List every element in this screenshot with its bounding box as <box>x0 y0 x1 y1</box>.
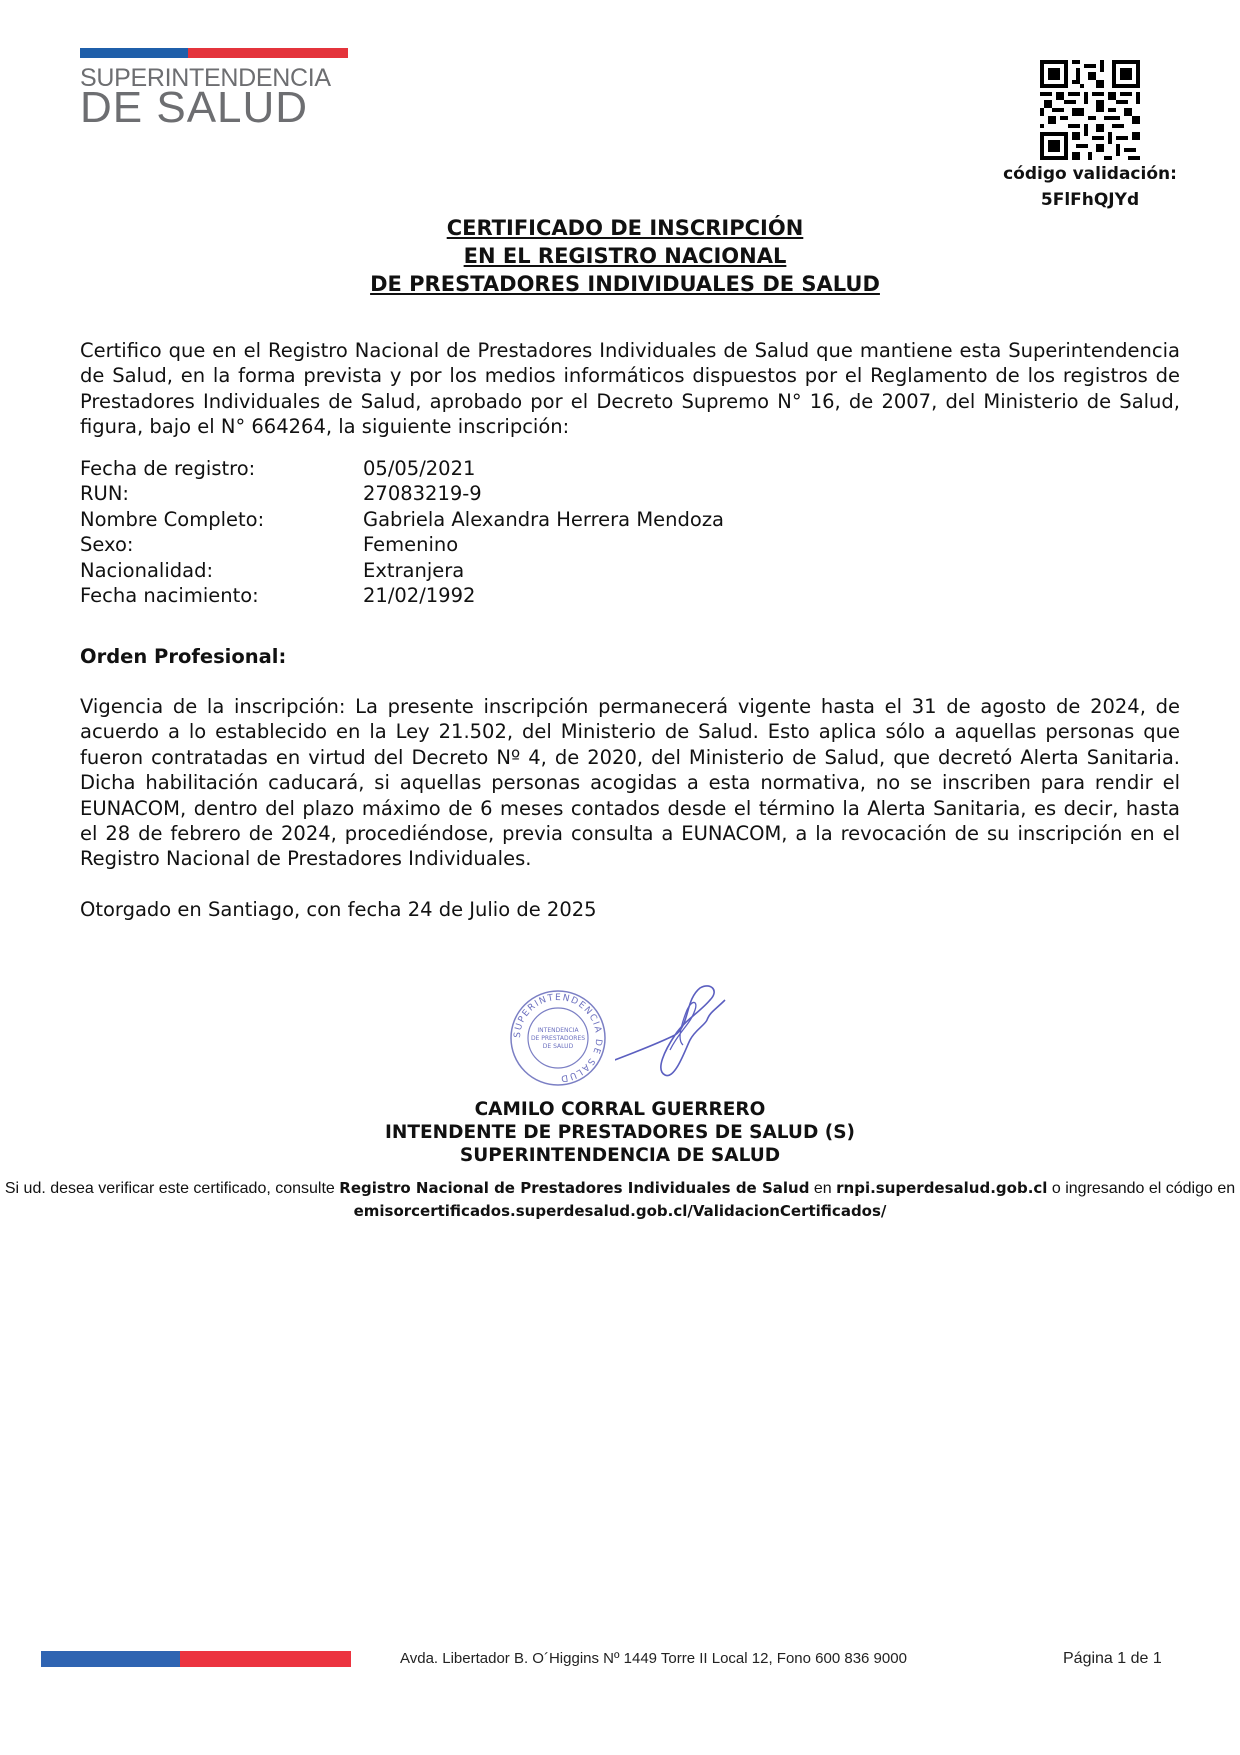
footer-bar-red <box>180 1651 351 1667</box>
svg-text:DE SALUD: DE SALUD <box>542 1043 574 1050</box>
verify-text-3: o ingresando el código en <box>1047 1180 1236 1197</box>
title-line-2: EN EL REGISTRO NACIONAL <box>463 244 787 268</box>
superintendencia-logo <box>80 48 348 132</box>
field-value: Extranjera <box>363 558 465 582</box>
logo-bar-red <box>188 48 348 58</box>
field-value: 27083219-9 <box>363 482 482 506</box>
verify-text-2: en <box>809 1180 837 1197</box>
validation-code-label: código validación: <box>1003 164 1177 184</box>
field-row-sexo <box>80 532 724 557</box>
field-label: Fecha nacimiento: <box>80 584 259 608</box>
field-label: Sexo: <box>80 533 134 557</box>
validation-url-link[interactable]: emisorcertificados.superdesalud.gob.cl/ValidacionCertificados/ <box>353 1202 887 1220</box>
signer-organization: SUPERINTENDENCIA DE SALUD <box>459 1145 781 1166</box>
title-line-1: CERTIFICADO DE INSCRIPCIÓN <box>446 216 804 240</box>
field-row-nacionalidad <box>80 558 724 583</box>
svg-text:INTENDENCIA: INTENDENCIA <box>537 1027 579 1034</box>
qr-code-icon <box>1040 60 1140 160</box>
footer-address: Avda. Libertador B. O´Higgins Nº 1449 Torre II Local 12, Fono 600 836 9000 <box>400 1650 907 1667</box>
signer-role: INTENDENTE DE PRESTADORES DE SALUD (S) <box>385 1122 855 1143</box>
field-row-nombre <box>80 507 724 532</box>
validation-block <box>990 60 1190 212</box>
signer-block <box>0 1098 1240 1167</box>
logo-text-line2: DE SALUD <box>80 83 309 132</box>
field-value: 21/02/1992 <box>363 584 476 608</box>
field-label: RUN: <box>80 482 129 506</box>
verification-note <box>0 1177 1240 1223</box>
intro-paragraph: Certifico que en el Registro Nacional de Prestadores Individuales de Salud que mantiene esta Superintendencia de Salud, en la forma prevista y por los medios informáticos dispuestos por el Reglamento de los registros de Prestadores Individuales de Salud, aprobado por el Decreto Supremo N° 16, de 2007, del Ministerio de Salud, figura, bajo el N° 664264, la siguiente inscripción: <box>80 339 1180 439</box>
signature-icon <box>615 980 735 1090</box>
field-value: 05/05/2021 <box>363 457 476 480</box>
official-seal-icon <box>508 988 608 1088</box>
title-line-3: DE PRESTADORES INDIVIDUALES DE SALUD <box>370 272 880 296</box>
rnpi-link[interactable]: rnpi.superdesalud.gob.cl <box>836 1179 1048 1197</box>
field-label: Nacionalidad: <box>80 558 214 582</box>
registration-details <box>80 456 724 608</box>
svg-text:DE PRESTADORES: DE PRESTADORES <box>530 1035 586 1042</box>
certificate-title <box>0 214 1240 298</box>
issued-date-line: Otorgado en Santiago, con fecha 24 de Julio de 2025 <box>80 898 597 921</box>
page-number: Página 1 de 1 <box>1063 1650 1162 1667</box>
field-label: Fecha de registro: <box>80 457 256 480</box>
verify-text-1: Si ud. desea verificar este certificado, consulte <box>4 1180 340 1197</box>
signer-name: CAMILO CORRAL GUERRERO <box>474 1099 766 1120</box>
svg-text:SUPERINTENDENCIA DE SALUD: SUPERINTENDENCIA DE SALUD <box>512 992 604 1084</box>
validation-code: 5FlFhQJYd <box>1040 190 1140 210</box>
field-row-fecha-nacimiento <box>80 583 724 608</box>
field-value: Gabriela Alexandra Herrera Mendoza <box>363 507 724 531</box>
vigencia-paragraph: Vigencia de la inscripción: La presente inscripción permanecerá vigente hasta el 31 de agosto de 2024, de acuerdo a lo establecido en la Ley 21.502, del Ministerio de Salud. Esto aplica sólo a aquellas personas que fueron contratadas en virtud del Decreto Nº 4, de 2020, del Ministerio de Salud, que decretó Alerta Sanitaria. Dicha habilitación caducará, si aquellas personas acogidas a esta normativa, no se inscriben para rendir el EUNACOM, dentro del plazo máximo de 6 meses contados desde el término la Alerta Sanitaria, es decir, hasta el 28 de febrero de 2024, procediéndose, previa consulta a EUNACOM, a la revocación de su inscripción en el Registro Nacional de Prestadores Individuales. <box>80 695 1180 871</box>
registry-name: Registro Nacional de Prestadores Individuales de Salud <box>339 1179 810 1197</box>
field-row-fecha-registro <box>80 456 724 481</box>
field-value: Femenino <box>363 533 459 557</box>
logo-text-line1: SUPERINTENDENCIA <box>80 64 331 92</box>
footer-flag-bar <box>41 1651 351 1667</box>
field-label: Nombre Completo: <box>80 507 265 531</box>
footer-bar-blue <box>41 1651 180 1667</box>
field-row-run <box>80 481 724 506</box>
logo-flag-bar <box>80 48 348 58</box>
logo-bar-blue <box>80 48 188 58</box>
orden-profesional-heading: Orden Profesional: <box>80 645 287 668</box>
